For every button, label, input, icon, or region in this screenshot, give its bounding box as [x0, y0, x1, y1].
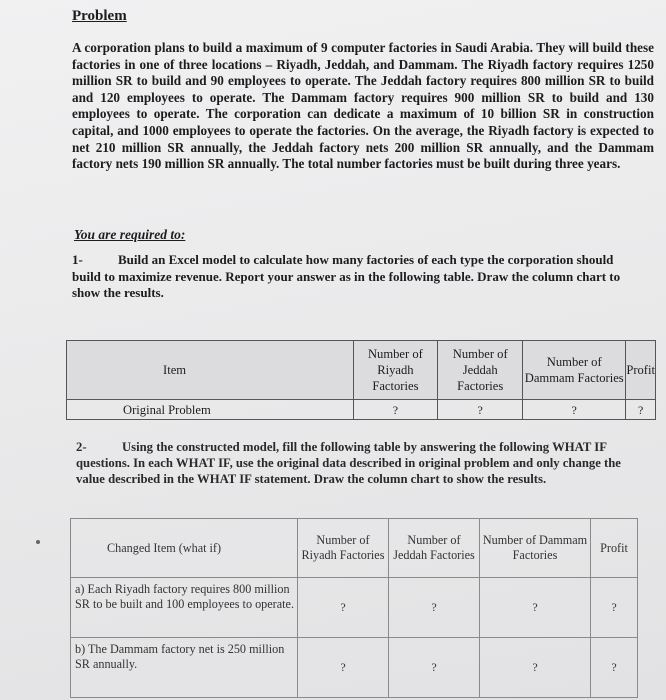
cell-profit: ?	[591, 578, 638, 638]
what-if-table	[70, 518, 638, 698]
table-row	[71, 578, 638, 638]
row-label: Original Problem	[67, 400, 354, 420]
header-profit: Profit	[591, 519, 638, 578]
cell-riyadh: ?	[353, 400, 438, 420]
required-heading: You are required to:	[74, 227, 186, 242]
cell-dammam: ?	[523, 400, 626, 420]
cell-riyadh: ?	[298, 578, 389, 638]
table-row	[67, 400, 656, 420]
header-jeddah: Number of Jeddah Factories	[389, 519, 480, 578]
row-label: a) Each Riyadh factory requires 800 million SR to be built and 100 employees to operate.	[71, 578, 298, 638]
question-1	[72, 252, 644, 302]
table-header-row	[67, 341, 656, 400]
header-jeddah: Number of Jeddah Factories	[438, 341, 523, 400]
table-row	[71, 638, 638, 698]
cell-jeddah: ?	[438, 400, 523, 420]
header-dammam: Number of Dammam Factories	[480, 519, 591, 578]
cell-jeddah: ?	[389, 578, 480, 638]
question-1-number: 1-	[72, 252, 83, 267]
header-riyadh: Number of Riyadh Factories	[353, 341, 438, 400]
cell-profit: ?	[591, 638, 638, 698]
question-1-text: Build an Excel model to calculate how many factories of each type the corporation should build to maximize revenue. Report your answer as in the following table. Draw the column chart to show the results.	[72, 252, 621, 300]
results-table	[66, 340, 656, 420]
margin-dot	[36, 540, 40, 544]
header-dammam: Number of Dammam Factories	[523, 341, 626, 400]
question-2-number: 2-	[76, 440, 87, 454]
cell-riyadh: ?	[298, 638, 389, 698]
header-riyadh: Number of Riyadh Factories	[298, 519, 389, 578]
row-label: b) The Dammam factory net is 250 million SR annually.	[71, 638, 298, 698]
problem-paragraph: A corporation plans to build a maximum of 9 computer factories in Saudi Arabia. They will build these factories in one of three locations – Riyadh, Jeddah, and Dammam. The Riyadh factory requires 1250 million SR to build and 90 employees to operate. The Jeddah factory requires 800 million SR to build and 120 employees to operate. The Dammam factory requires 900 million SR to build and 130 employees to operate. The corporation can dedicate a maximum of 10 billion SR in construction capital, and 1000 employees to operate the factories. On the average, the Riyadh factory is expected to net 210 million SR annually, the Jeddah factory nets 200 million SR annually, and the Dammam factory nets 190 million SR annually. The total number factories must be built during three years.	[72, 40, 654, 172]
cell-dammam: ?	[480, 638, 591, 698]
question-2-text: Using the constructed model, fill the following table by answering the following WHAT IF questions. In each WHAT IF, use the original data described in original problem and only change the value described in the WHAT IF statement. Draw the column chart to show the results.	[76, 440, 621, 486]
table-header-row	[71, 519, 638, 578]
cell-dammam: ?	[480, 578, 591, 638]
question-2	[76, 439, 636, 487]
problem-title: Problem	[72, 8, 127, 24]
cell-profit: ?	[626, 400, 656, 420]
cell-jeddah: ?	[389, 638, 480, 698]
header-item: Item	[67, 341, 354, 400]
header-changed-item: Changed Item (what if)	[71, 519, 298, 578]
header-profit: Profit	[626, 341, 656, 400]
